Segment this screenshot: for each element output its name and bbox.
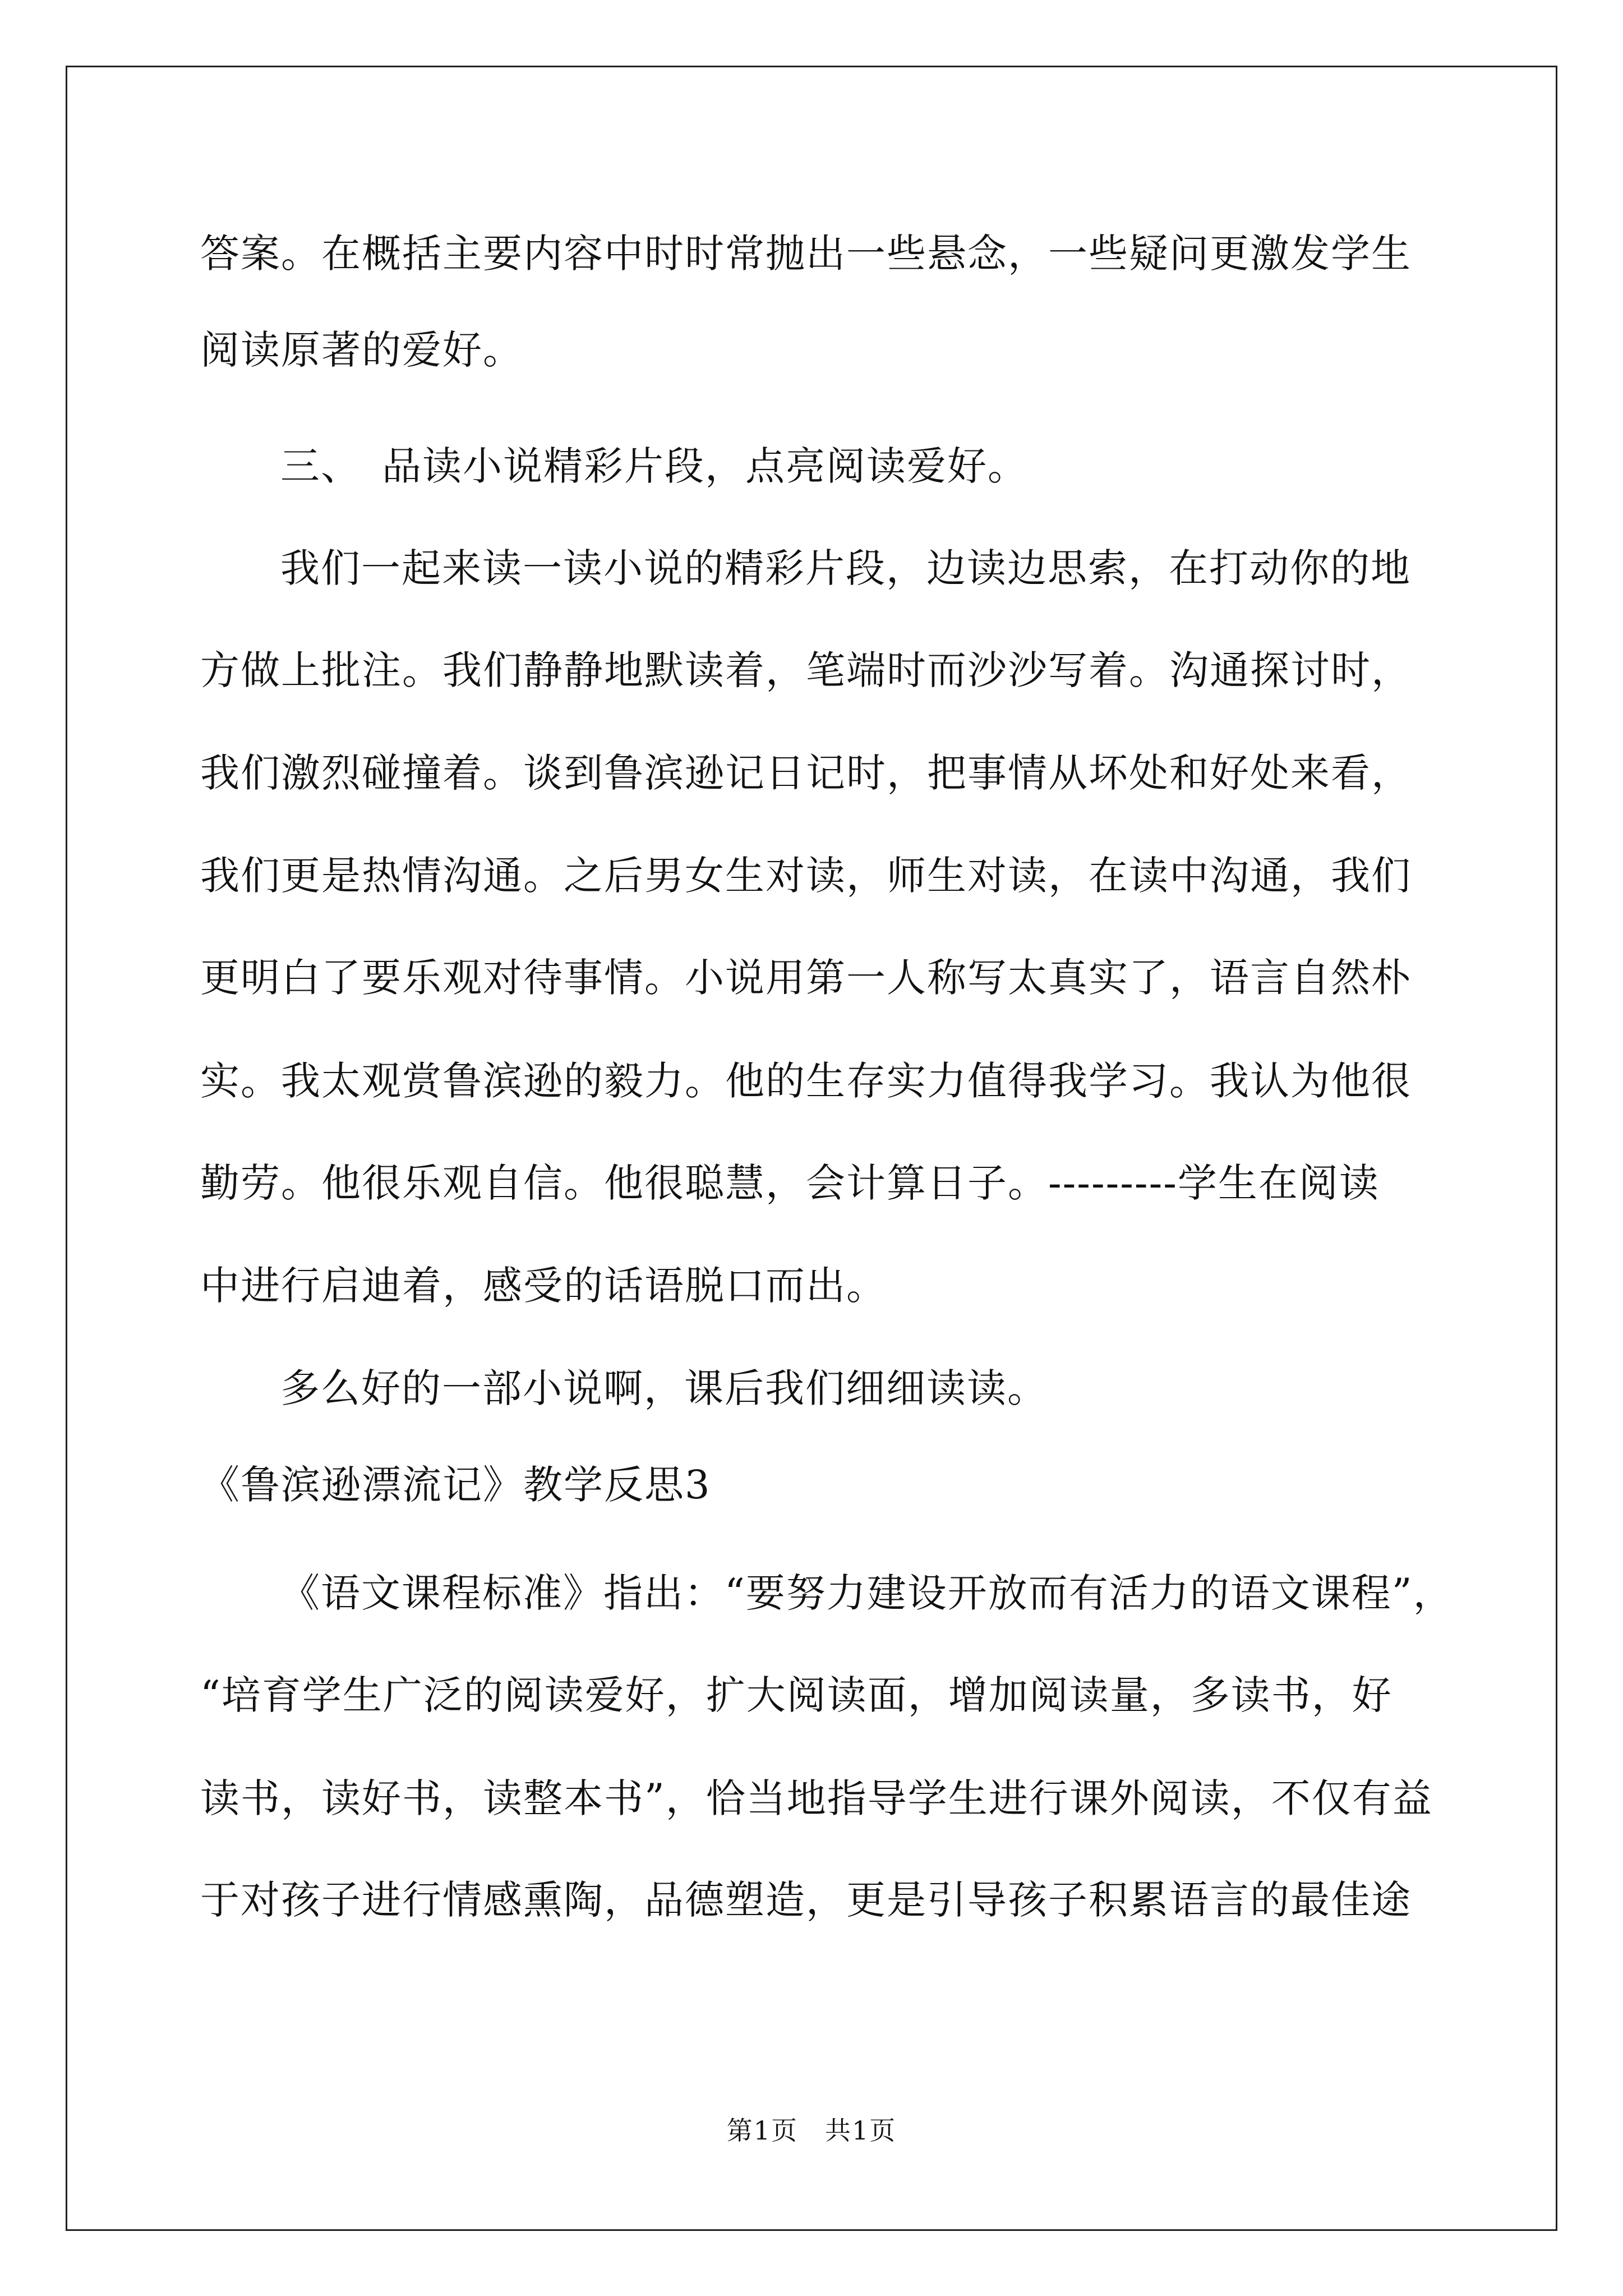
text-line: 答案。在概括主要内容中时时常抛出一些悬念，一些疑问更激发学生 (200, 231, 1412, 277)
text-line: 更明白了要乐观对待事情。小说用第一人称写太真实了，语言自然朴 (200, 955, 1412, 1001)
text-line: 我们激烈碰撞着。谈到鲁滨逊记日记时，把事情从坏处和好处来看， (200, 750, 1412, 796)
text-line: “培育学生广泛的阅读爱好，扩大阅读面，增加阅读量，多读书，好 (200, 1672, 1393, 1718)
section-heading: 三、 品读小说精彩片段，点亮阅读爱好。 (280, 443, 1028, 489)
text-line: 实。我太观赏鲁滨逊的毅力。他的生存实力值得我学习。我认为他很 (200, 1058, 1412, 1104)
text-line: 阅读原著的爱好。 (200, 327, 523, 373)
text-line: 于对孩子进行情感熏陶，品德塑造，更是引导孩子积累语言的最佳途 (200, 1877, 1412, 1923)
text-line: 方做上批注。我们静静地默读着，笔端时而沙沙写着。沟通探讨时， (200, 647, 1412, 693)
text-line: 我们更是热情沟通。之后男女生对读，师生对读，在读中沟通，我们 (200, 853, 1412, 899)
text-line: 勤劳。他很乐观自信。他很聪慧，会计算日子。---------学生在阅读 (200, 1160, 1380, 1206)
text-line: 中进行启迪着，感受的话语脱口而出。 (200, 1263, 887, 1309)
text-line: 我们一起来读一读小说的精彩片段，边读边思索，在打动你的地 (280, 545, 1411, 591)
page-footer: 第1页 共1页 (726, 2115, 897, 2146)
text-line: 读书，读好书，读整本书”，恰当地指导学生进行课外阅读，不仅有益 (200, 1775, 1433, 1821)
section-title: 《鲁滨逊漂流记》教学反思3 (200, 1462, 711, 1508)
text-line: 《语文课程标准》指出：“要努力建设开放而有活力的语文课程”， (280, 1570, 1454, 1616)
text-line: 多么好的一部小说啊，课后我们细细读读。 (280, 1365, 1048, 1411)
